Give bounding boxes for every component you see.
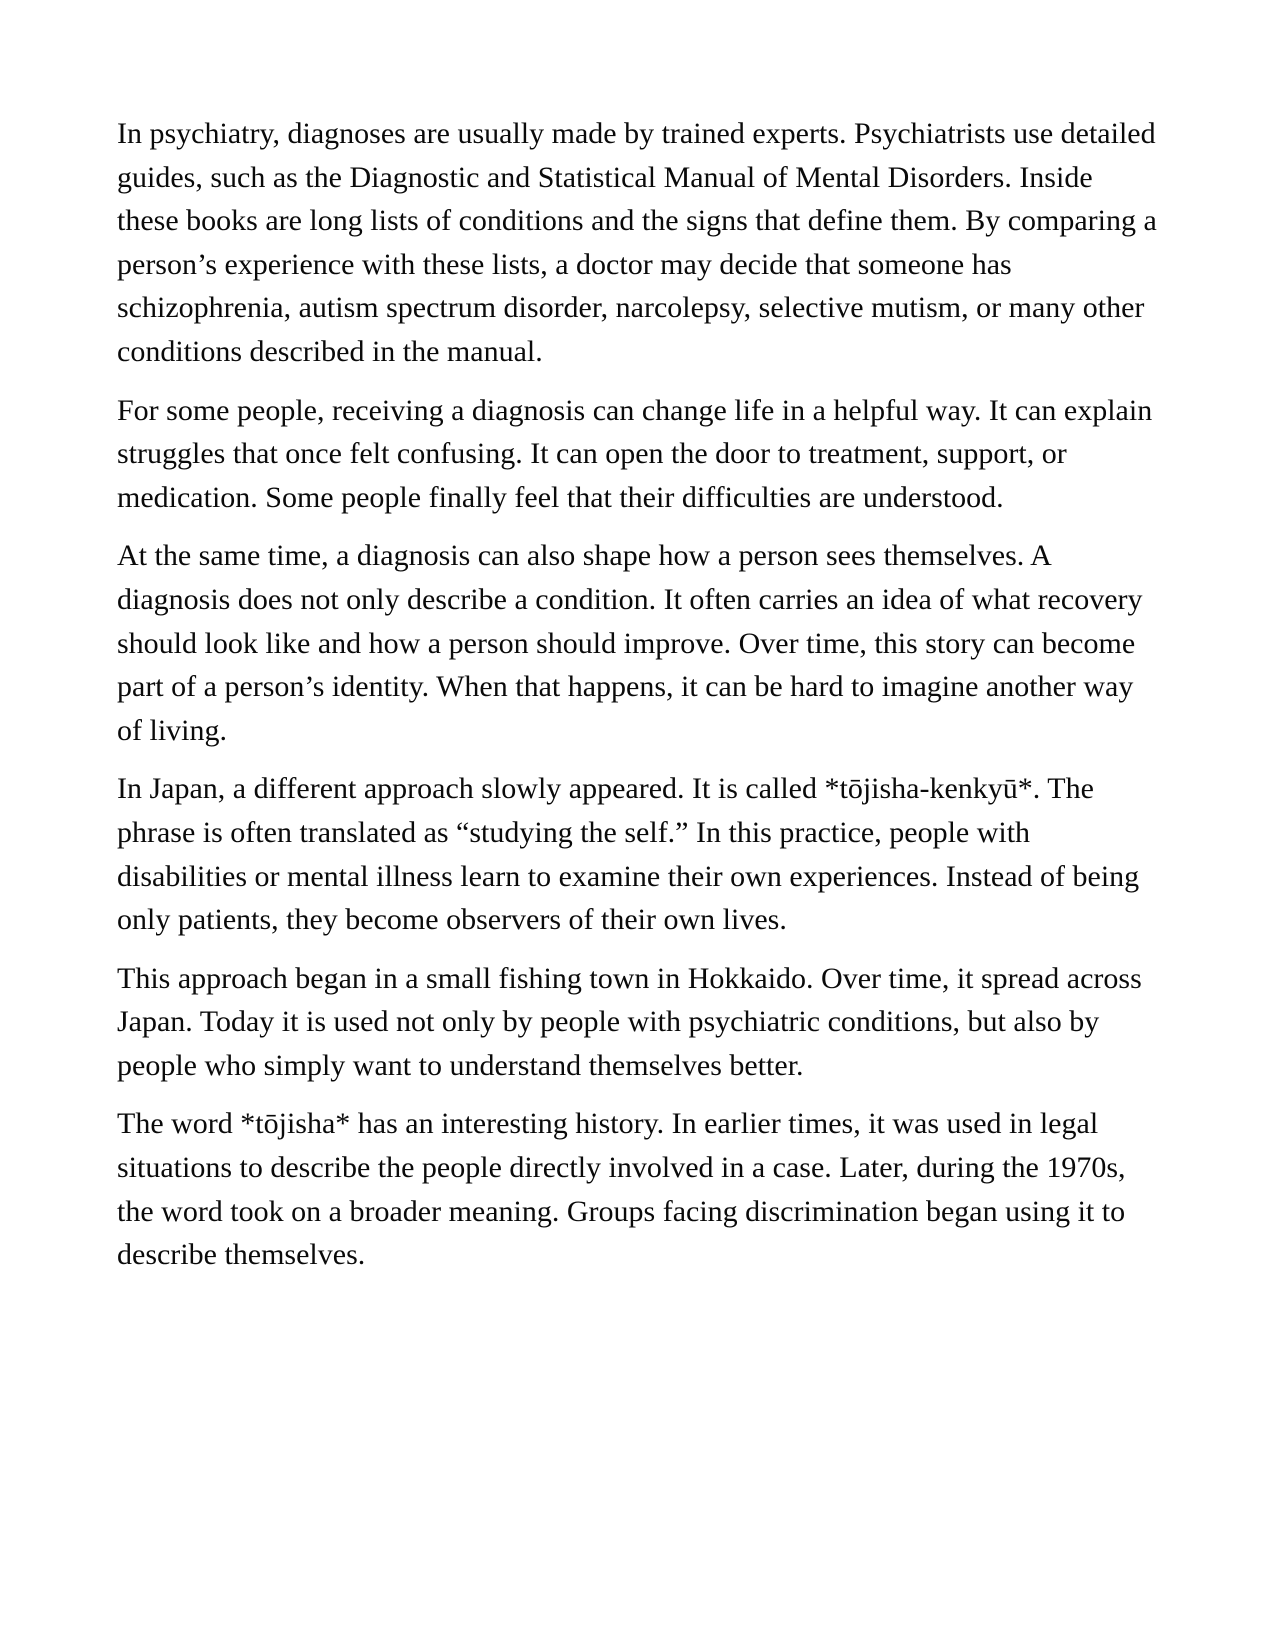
document-body: [117, 112, 1157, 1292]
paragraph-diagnosis-identity: At the same time, a diagnosis can also shape how a person sees themselves. A diagnosis does not only describe a condition. It often carries an idea of what recovery should look like and how a person should improve. Over time, this story can become part of a person’s identity. When that happens, it can be hard to imagine another way of living.: [117, 539, 1143, 747]
paragraph-tojisha-kenkyu: In Japan, a different approach slowly appeared. It is called *tōjisha-kenkyū*. The phrase is often translated as “studying the self.” In this practice, people with disabilities or mental illness learn to examine their own experiences. Instead of being only patients, they become observers of their own lives.: [117, 772, 1140, 937]
paragraph-helpful-diagnosis: For some people, receiving a diagnosis can change life in a helpful way. It can explain struggles that once felt confusing. It can open the door to treatment, support, or medication. Some people finally feel that their difficulties are understood.: [117, 393, 1153, 514]
paragraph-tojisha-history: The word *tōjisha* has an interesting history. In earlier times, it was used in legal situations to describe the people directly involved in a case. Later, during the 1970s, the word took on a broader meaning. Groups facing discrimination began using it to describe themselves.: [117, 1107, 1126, 1272]
paragraph-psychiatric-diagnosis: In psychiatry, diagnoses are usually made by trained experts. Psychiatrists use detailed guides, such as the Diagnostic and Statistical Manual of Mental Disorders. Inside these books are long lists of conditions and the signs that define them. By comparing a person’s experience with these lists, a doctor may decide that someone has schizophrenia, autism spectrum disorder, narcolepsy, selective mutism, or many other conditions described in the manual.: [117, 117, 1157, 368]
paragraph-hokkaido-origin: This approach began in a small fishing town in Hokkaido. Over time, it spread across Japan. Today it is used not only by people with psychiatric conditions, but also by people who simply want to understand themselves better.: [117, 961, 1142, 1082]
